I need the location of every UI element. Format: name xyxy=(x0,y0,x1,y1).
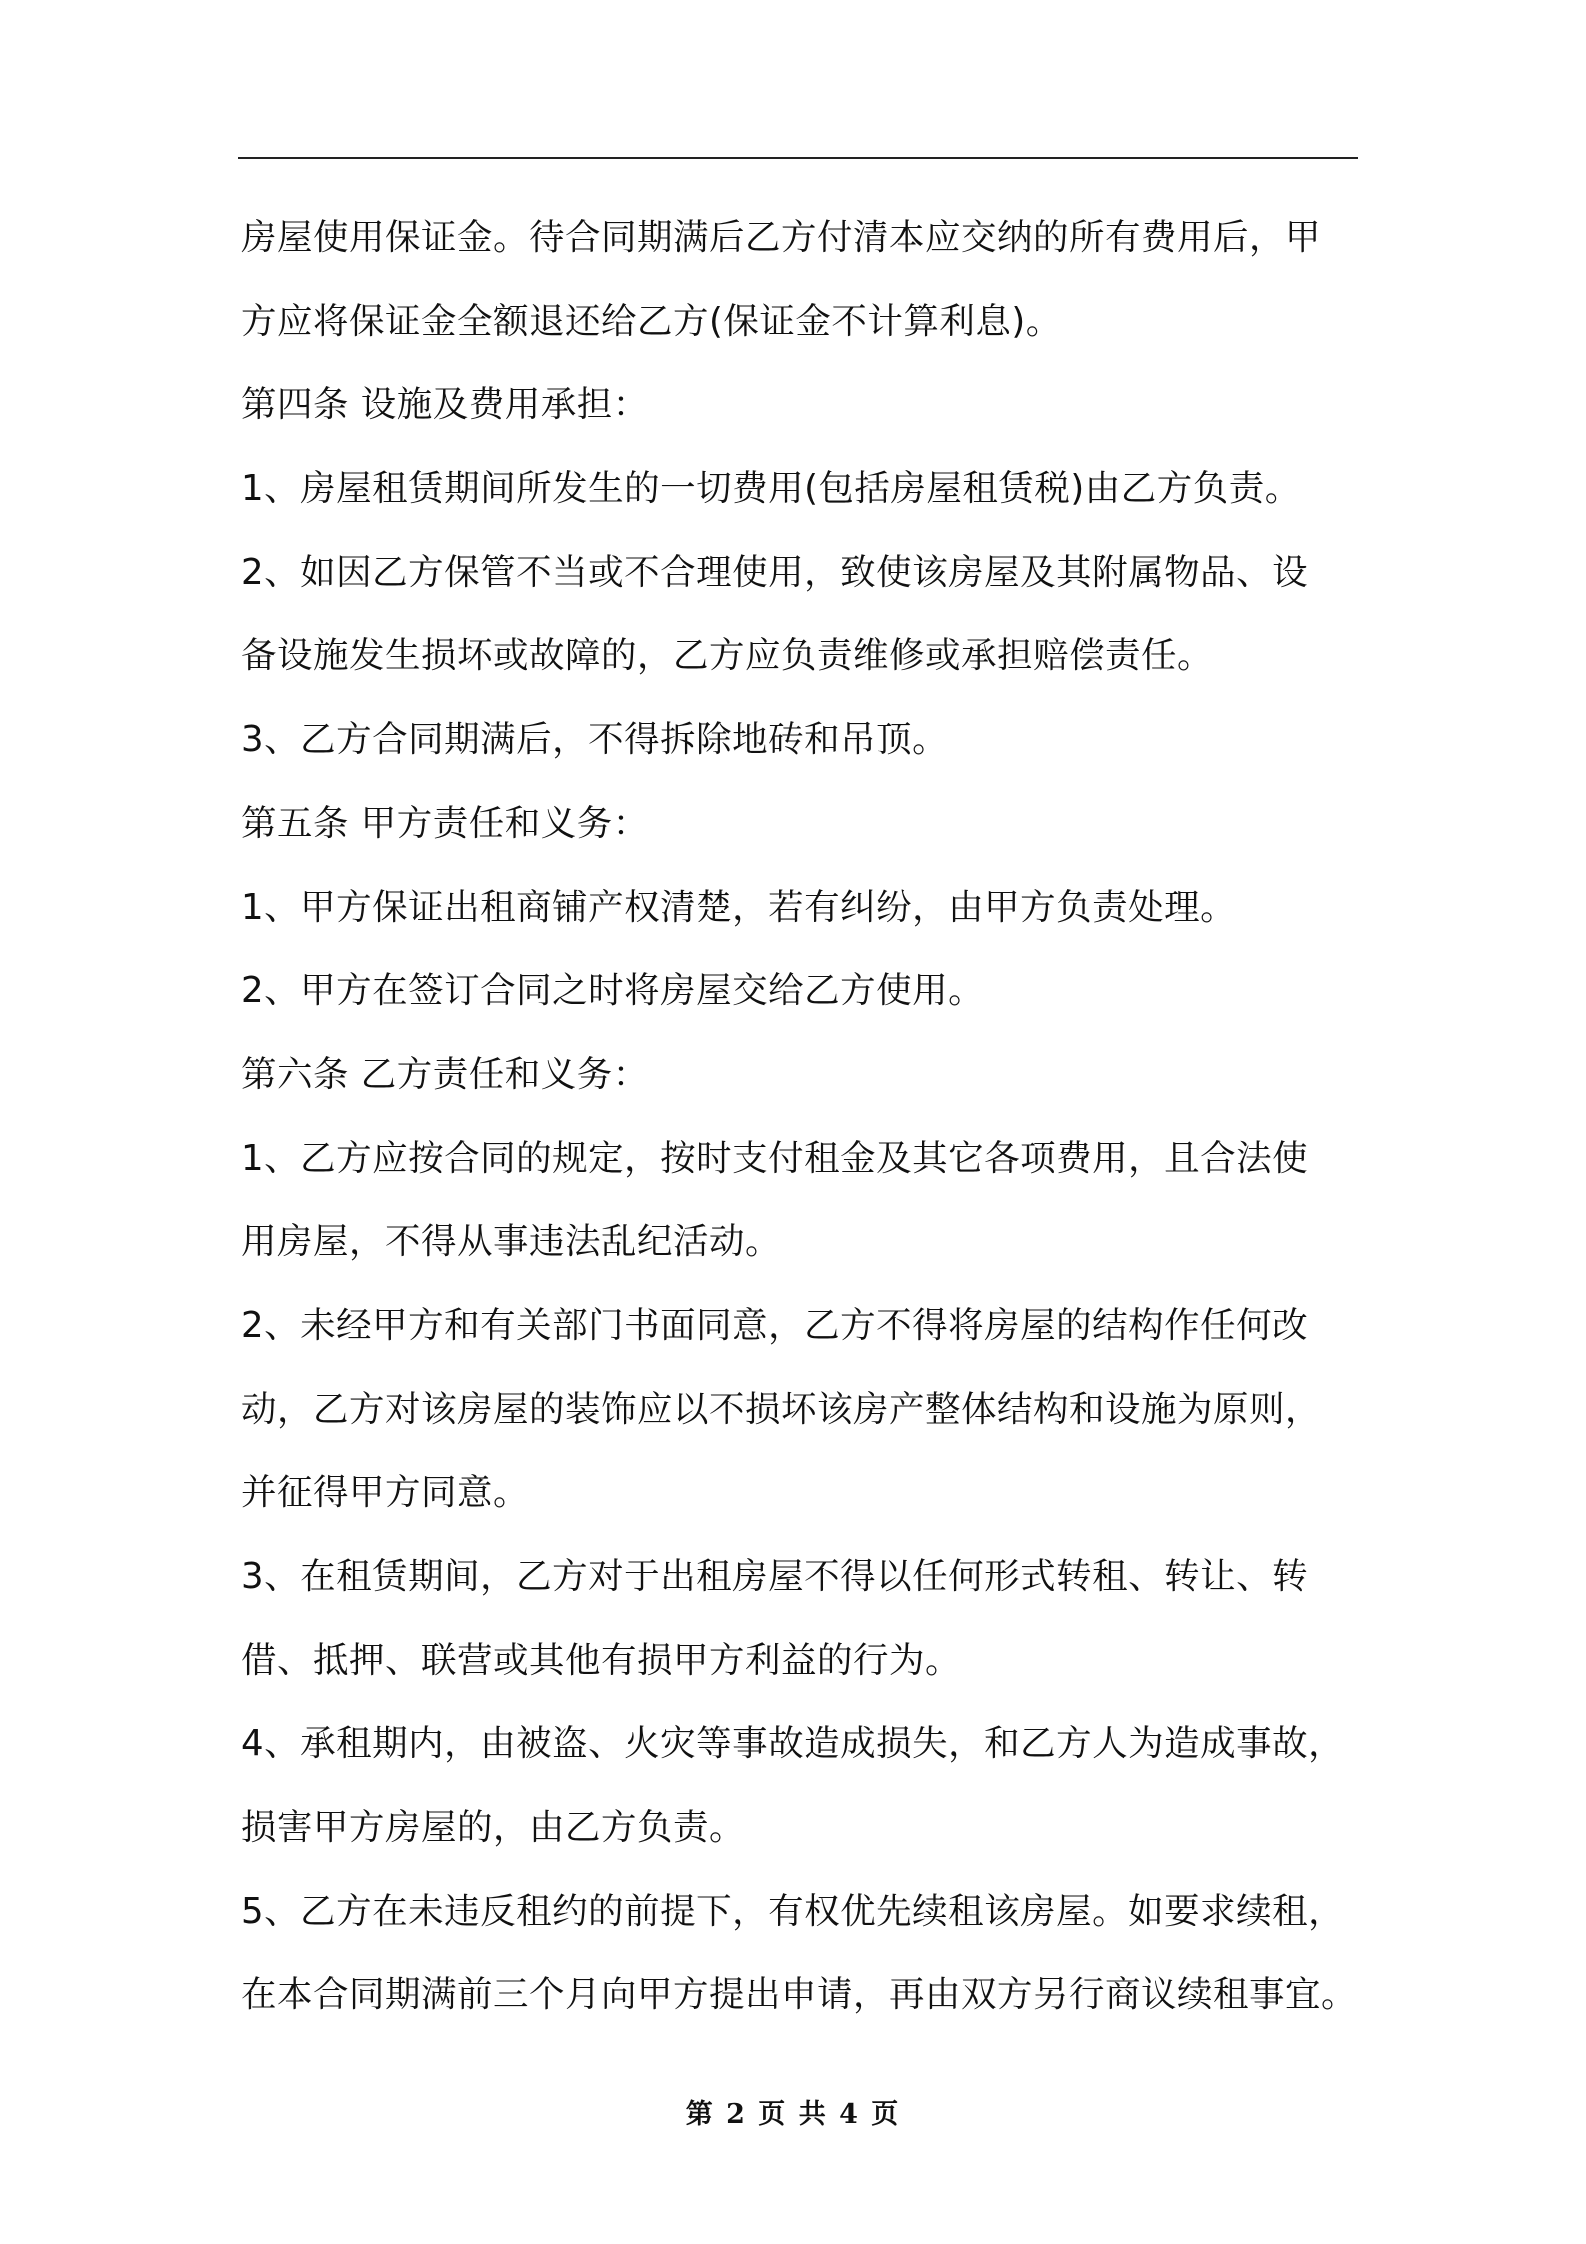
text-line: 3、在租赁期间，乙方对于出租房屋不得以任何形式转租、转让、转 xyxy=(241,1556,1309,1597)
header-rule xyxy=(238,157,1358,159)
text-line: 2、如因乙方保管不当或不合理使用，致使该房屋及其附属物品、设 xyxy=(241,551,1309,593)
text-line: 5、乙方在未违反租约的前提下，有权优先续租该房屋。如要求续租， xyxy=(241,1890,1345,1932)
text-line: 2、甲方在签订合同之时将房屋交给乙方使用。 xyxy=(241,970,985,1012)
text-line: 1、房屋租赁期间所发生的一切费用(包括房屋租赁税)由乙方负责。 xyxy=(241,468,1301,510)
text-line: 在本合同期满前三个月向甲方提出申请，再由双方另行商议续租事宜。 xyxy=(241,1974,1358,2016)
text-line: 2、未经甲方和有关部门书面同意，乙方不得将房屋的结构作任何改 xyxy=(241,1304,1309,1346)
text-line: 1、乙方应按合同的规定，按时支付租金及其它各项费用，且合法使 xyxy=(241,1137,1309,1179)
text-line: 借、抵押、联营或其他有损甲方利益的行为。 xyxy=(241,1639,962,1681)
text-line: 3、乙方合同期满后，不得拆除地砖和吊顶。 xyxy=(241,719,949,761)
text-line: 备设施发生损坏或故障的，乙方应负责维修或承担赔偿责任。 xyxy=(241,635,1214,677)
document-body xyxy=(241,196,1361,2037)
text-line: 用房屋，不得从事违法乱纪活动。 xyxy=(241,1221,782,1263)
text-line: 房屋使用保证金。待合同期满后乙方付清本应交纳的所有费用后，甲 xyxy=(241,217,1322,258)
text-line: 损害甲方房屋的，由乙方负责。 xyxy=(241,1807,746,1849)
text-line: 1、甲方保证出租商铺产权清楚，若有纠纷，由甲方负责处理。 xyxy=(241,886,1237,928)
section-heading: 第五条 甲方责任和义务： xyxy=(241,802,649,844)
text-line: 并征得甲方同意。 xyxy=(241,1472,530,1514)
section-heading: 第四条 设施及费用承担： xyxy=(241,384,649,426)
page-number: 第 2 页 共 4 页 xyxy=(685,2099,901,2130)
text-line: 方应将保证金全额退还给乙方(保证金不计算利息)。 xyxy=(241,300,1062,342)
text-line: 动，乙方对该房屋的装饰应以不损坏该房产整体结构和设施为原则， xyxy=(241,1388,1322,1430)
text-line: 4、承租期内，由被盗、火灾等事故造成损失，和乙方人为造成事故， xyxy=(241,1723,1345,1765)
section-heading: 第六条 乙方责任和义务： xyxy=(241,1053,649,1095)
